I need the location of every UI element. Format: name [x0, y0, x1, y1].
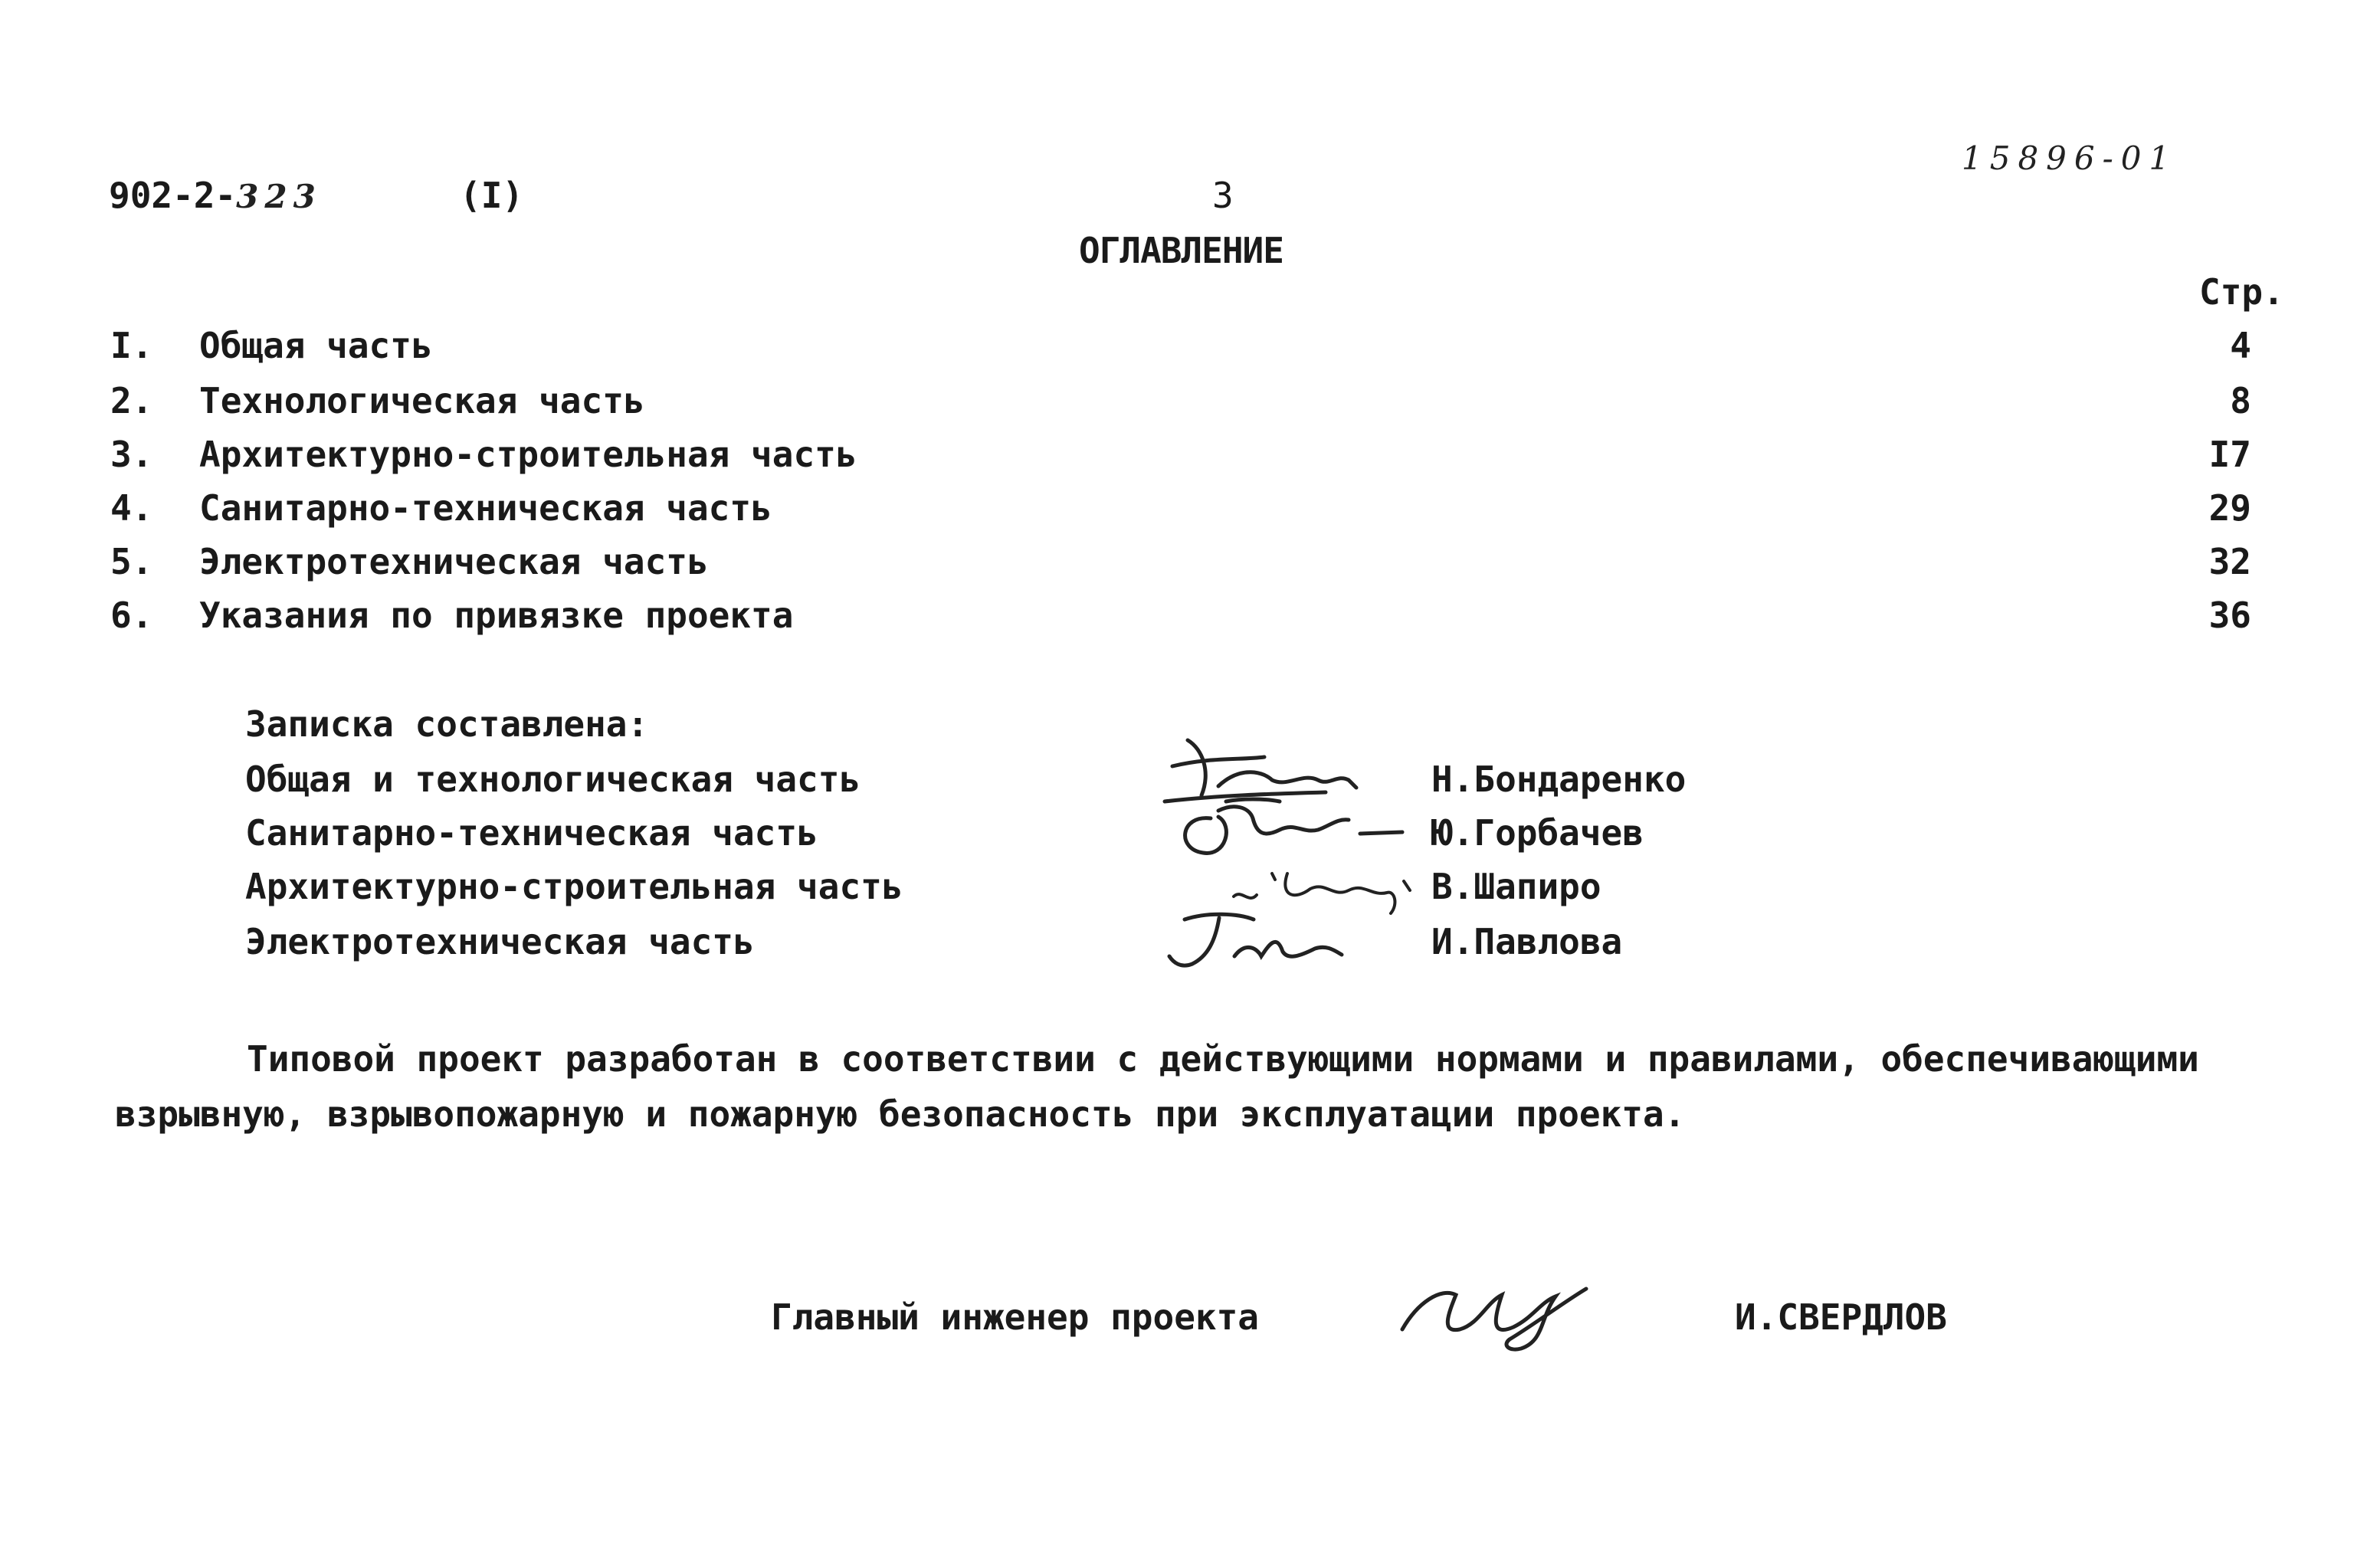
chief-engineer-label: Главный инженер проекта: [771, 1296, 1259, 1338]
compliance-paragraph: [115, 1031, 2268, 1142]
toc-item-title: Общая часть: [199, 325, 433, 366]
toc-item-number: 6.: [110, 595, 153, 636]
toc-item-title: Технологическая часть: [199, 380, 645, 421]
toc-item-page: I7: [2208, 434, 2251, 475]
toc-item-page: 36: [2208, 595, 2251, 636]
signature-pavlova: [1162, 903, 1346, 979]
toc-item-number: 4.: [110, 487, 153, 529]
page-number: 3: [1212, 175, 1234, 216]
toc-item-page: 4: [2230, 325, 2251, 366]
document-code-prefix: 902-2-: [109, 175, 237, 216]
author-section: Общая и технологическая часть: [245, 759, 861, 800]
document-code: [109, 175, 322, 216]
archive-number: 15896-01: [1962, 139, 2178, 177]
toc-item-number: 5.: [110, 541, 153, 582]
page-title: ОГЛАВЛЕНИЕ: [1079, 230, 1283, 271]
toc-item-number: 3.: [110, 434, 153, 475]
part-number: (I): [460, 175, 524, 216]
signature-sverdlov: [1387, 1272, 1601, 1356]
toc-item-page: 29: [2208, 487, 2251, 529]
compliance-line-1: Типовой проект разработан в соответствии с действующими нормами и правилами, обеспечивающими: [247, 1038, 2199, 1080]
toc-item-number: 2.: [110, 380, 153, 421]
toc-item-title: Архитектурно-строительная часть: [199, 434, 857, 475]
page-column-label: Стр.: [2199, 271, 2284, 313]
author-name: И.Павлова: [1431, 921, 1623, 962]
toc-item-page: 32: [2208, 541, 2251, 582]
chief-engineer-name: И.СВЕРДЛОВ: [1735, 1296, 1947, 1338]
author-name: В.Шапиро: [1431, 866, 1601, 907]
author-section: Санитарно-техническая часть: [245, 812, 818, 854]
toc-item-page: 8: [2230, 380, 2251, 421]
authors-intro: Записка составлена:: [245, 703, 649, 745]
toc-item-title: Электротехническая часть: [199, 541, 709, 582]
compliance-line-2: взрывную, взрывопожарную и пожарную безопасность при эксплуатации проекта.: [115, 1093, 1686, 1135]
toc-item-title: Санитарно-техническая часть: [199, 487, 772, 529]
author-section: Электротехническая часть: [245, 921, 755, 962]
author-name: Н.Бондаренко: [1431, 759, 1687, 800]
author-section: Архитектурно-строительная часть: [245, 866, 903, 907]
toc-item-title: Указания по привязке проекта: [199, 595, 794, 636]
author-name: Ю.Горбачев: [1431, 812, 1644, 854]
document-code-handwritten: 323: [236, 178, 322, 215]
toc-item-number: I.: [110, 325, 153, 366]
